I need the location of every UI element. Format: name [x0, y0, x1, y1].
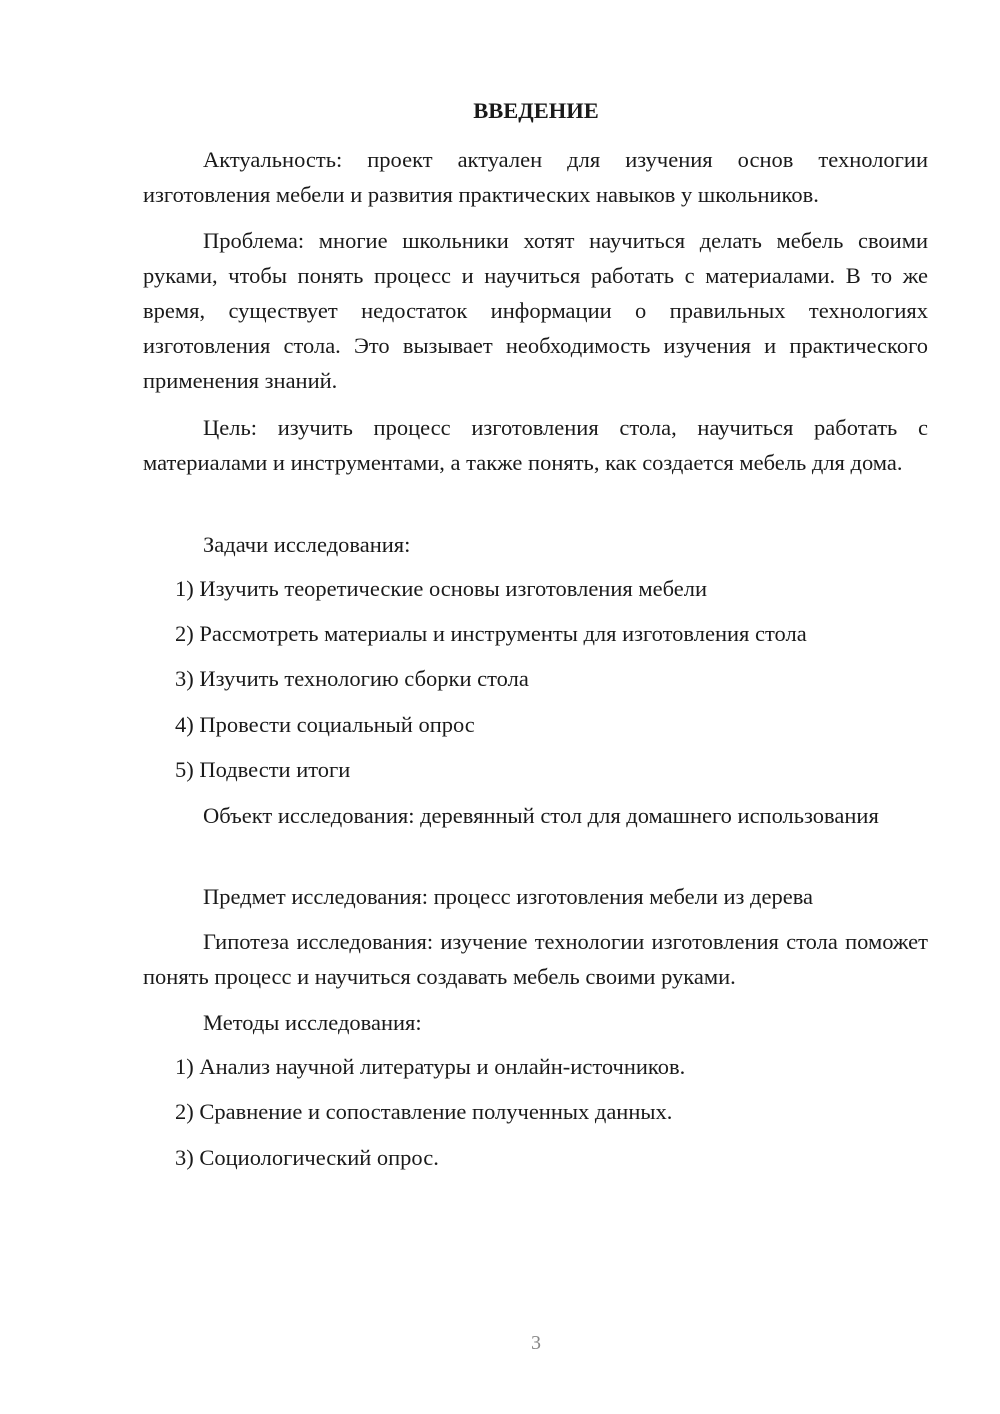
page-title: ВВЕДЕНИЕ — [473, 98, 599, 123]
subject-paragraph: Предмет исследования: процесс изготовления мебели из дерева — [203, 884, 814, 909]
task-item: 5) Подвести итоги — [175, 757, 351, 782]
page-number: 3 — [531, 1332, 541, 1354]
method-item: 3) Социологический опрос. — [175, 1145, 439, 1170]
methods-heading: Методы исследования: — [203, 1010, 422, 1035]
hypothesis-paragraph: Гипотеза исследования: изучение технологии изготовления стола поможет понять процесс и научиться создавать мебель своими руками. — [143, 929, 928, 989]
task-item: 3) Изучить технологию сборки стола — [175, 666, 529, 691]
task-item: 1) Изучить теоретические основы изготовления мебели — [175, 576, 707, 601]
relevance-paragraph: Актуальность: проект актуален для изучения основ технологии изготовления мебели и развития практических навыков у школьников. — [143, 147, 928, 207]
task-item: 2) Рассмотреть материалы и инструменты для изготовления стола — [175, 621, 807, 646]
tasks-heading: Задачи исследования: — [203, 532, 411, 557]
method-item: 2) Сравнение и сопоставление полученных данных. — [175, 1099, 673, 1124]
object-paragraph: Объект исследования: деревянный стол для домашнего использования — [203, 803, 879, 828]
problem-paragraph: Проблема: многие школьники хотят научиться делать мебель своими руками, чтобы понять процесс и научиться работать с материалами. В то же время, существует недостаток информации о правильных технологиях изготовления стола. Это вызывает необходимость изучения и практического применения знаний. — [143, 228, 928, 393]
method-item: 1) Анализ научной литературы и онлайн-источников. — [175, 1054, 686, 1079]
task-item: 4) Провести социальный опрос — [175, 712, 475, 737]
goal-paragraph: Цель: изучить процесс изготовления стола, научиться работать с материалами и инструментами, а также понять, как создается мебель для дома. — [143, 415, 928, 475]
